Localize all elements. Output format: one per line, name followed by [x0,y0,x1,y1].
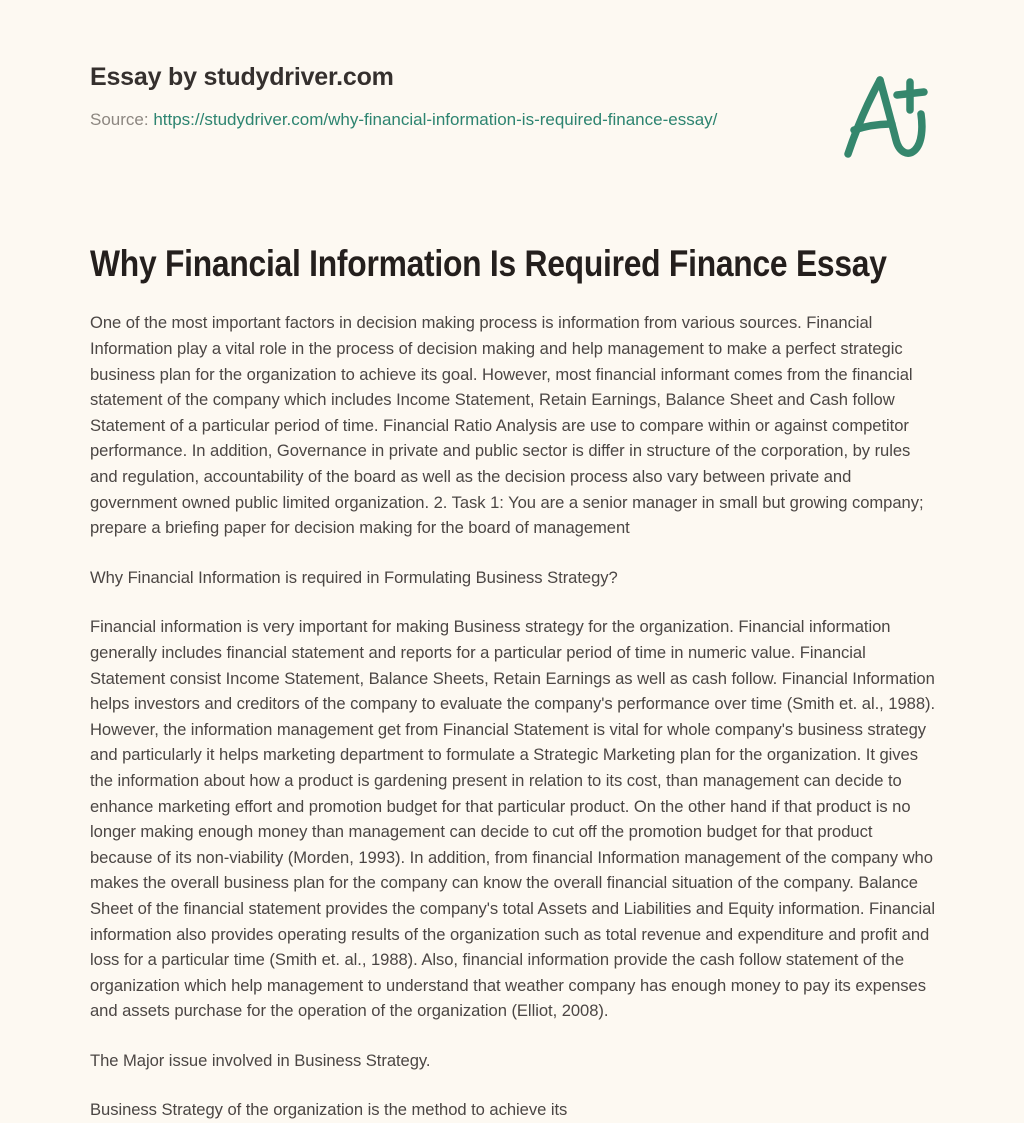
article-body [90,243,938,1123]
section-heading-1: Why Financial Information is required in Formulating Business Strategy? [90,567,618,587]
paragraph-1: One of the most important factors in decision making process is information from various sources. Financial Information play a vital role in the process of decision making and help management to make a perfect strategic business plan for the organization to achieve its goal. However, most financial informant comes from the financial statement of the company which includes Income Statement, Retain Earnings, Balance Sheet and Cash follow Statement of a particular period of time. Financial Ratio Analysis are use to compare within or against competitor performance. In addition, Governance in private and public sector is differ in structure of the corporation, by rules and regulation, accountability of the board as well as the decision process also vary between private and government owned public limited organization. 2. Task 1: You are a senior manager in small but growing company; prepare a briefing paper for decision making for the board of management [90,313,924,538]
a-plus-icon [826,58,938,170]
page-header [90,62,938,172]
site-title: Essay by studydriver.com [90,63,394,91]
source-label: Source: [90,110,149,129]
source-url-link[interactable]: https://studydriver.com/why-financial-information-is-required-finance-essay/ [153,110,718,129]
page-title: Why Financial Information Is Required Finance Essay [90,243,887,284]
paragraph-3: Business Strategy of the organization is the method to achieve its [90,1100,568,1120]
source-line [90,110,938,130]
studydriver-logo[interactable] [826,58,938,170]
section-heading-2: The Major issue involved in Business Strategy. [90,1050,431,1070]
paragraph-2: Financial information is very important for making Business strategy for the organization. Financial information generally includes financial statement and reports for a particular period of time in numeric value. Financial Statement consist Income Statement, Balance Sheets, Retain Earnings as well as cash follow. Financial Information helps investors and creditors of the company to evaluate the company's performance over time (Smith et. al., 1988). However, the information management get from Financial Statement is vital for whole company's business strategy and particularly it helps marketing department to formulate a Strategic Marketing plan for the organization. It gives the information about how a product is gardening present in relation to its cost, than management can decide to enhance marketing effort and promotion budget for that particular product. On the other hand if that product is no longer making enough money than management can decide to cut off the promotion budget for that product because of its non-viability (Morden, 1993). In addition, from financial Information management of the company who makes the overall business plan for the company can know the overall financial situation of the company. Balance Sheet of the financial statement provides the company's total Assets and Liabilities and Equity information. Financial information also provides operating results of the organization such as total revenue and expenditure and profit and loss for a particular time (Smith et. al., 1988). Also, financial information provide the cash follow statement of the organization which help management to understand that weather company has enough money to pay its expenses and assets purchase for the operation of the organization (Elliot, 2008). [90,617,936,1021]
